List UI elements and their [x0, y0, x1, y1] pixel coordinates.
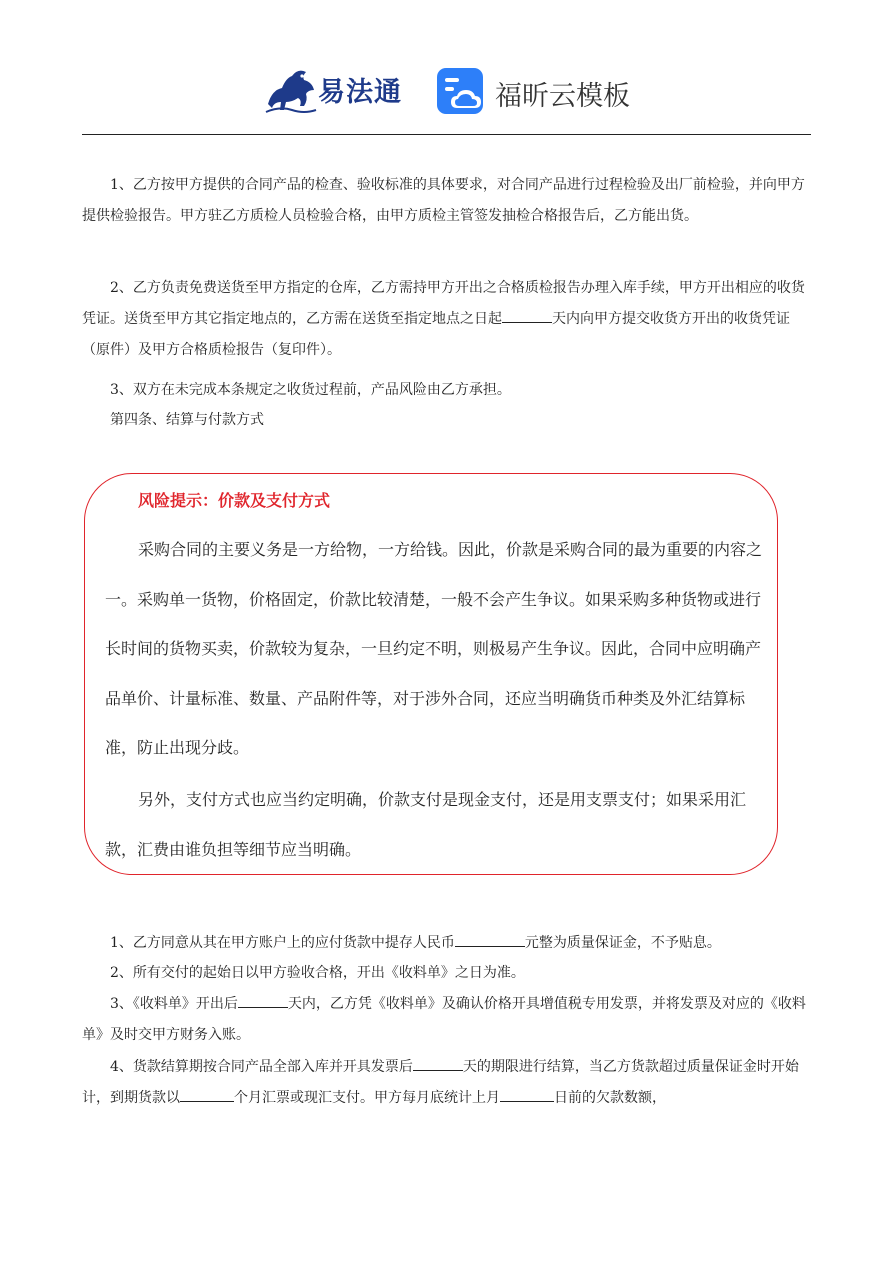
fuxin-logo	[435, 66, 635, 118]
clause-invoice-text-a: 3、《收料单》开出后	[110, 996, 238, 1012]
clause-settlement-text-a: 4、货款结算期按合同产品全部入库并开具发票后	[110, 1059, 413, 1075]
clause-deposit	[82, 928, 812, 959]
fuxin-cloud-icon	[435, 66, 487, 118]
clause-delivery	[82, 273, 812, 366]
header-divider	[82, 134, 811, 135]
yifatong-logo-text: 易法通	[318, 77, 402, 108]
blank-settlement-days-field[interactable]	[413, 1056, 463, 1071]
risk-notice-paragraph-2: 另外，支付方式也应当约定明确，价款支付是现金支付，还是用支票支付；如果采用汇款，汇费由谁负担等细节应当明确。	[105, 790, 747, 859]
article-heading: 第四条、结算与付款方式	[110, 412, 264, 428]
clause-risk: 3、双方在未完成本条规定之收货过程前，产品风险由乙方承担。	[110, 382, 511, 398]
fuxin-logo-text: 福昕云模板	[495, 81, 630, 112]
clause-start-date: 2、所有交付的起始日以甲方验收合格，开出《收料单》之日为准。	[110, 965, 525, 981]
blank-days-field[interactable]	[502, 308, 552, 323]
blank-months-field[interactable]	[180, 1087, 234, 1102]
clause-settlement-text-c: 个月汇票或现汇支付。甲方每月底统计上月	[234, 1090, 500, 1106]
page-header	[0, 0, 893, 136]
yifatong-logo	[262, 60, 412, 118]
qilin-icon	[262, 60, 320, 118]
risk-notice-paragraph-1: 采购合同的主要义务是一方给物，一方给钱。因此，价款是采购合同的最为重要的内容之一。采购单一货物，价格固定，价款比较清楚，一般不会产生争议。如果采购多种货物或进行长时间的货物买卖，价款较为复杂，一旦约定不明，则极易产生争议。因此，合同中应明确产品单价、计量标准、数量、产品附件等，对于涉外合同，还应当明确货币种类及外汇结算标准，防止出现分歧。	[105, 540, 763, 757]
clause-delivery-text-a: 2、乙方负责免费送货至甲方指定的仓库，乙方需持甲方开出之合格质检报告办理入库手续，甲方开出相应的收货凭证。送货至甲方其它指定地点的，乙方需在送货至指定地点之日起	[82, 280, 805, 327]
clause-inspection: 1、乙方按甲方提供的合同产品的检查、验收标准的具体要求，对合同产品进行过程检验及出厂前检验，并向甲方提供检验报告。甲方驻乙方质检人员检验合格，由甲方质检主管签发抽检合格报告后，乙方能出货。	[82, 177, 805, 224]
blank-invoice-days-field[interactable]	[238, 993, 288, 1008]
clause-settlement-text-d: 日前的欠款数额，	[554, 1090, 666, 1106]
risk-notice-title: 风险提示：价款及支付方式	[138, 491, 331, 510]
blank-cutoff-day-field[interactable]	[500, 1087, 554, 1102]
clause-settlement-text-b: 天的期限进行结算，当乙方货款超过质量保证金时开始计，到期货款以	[82, 1059, 799, 1106]
clause-delivery-text-b: 天内向甲方提交收货方开出的收货凭证（原件）及甲方合格质检报告（复印件）。	[82, 311, 790, 358]
clause-invoice-text-b: 天内，乙方凭《收料单》及确认价格开具增值税专用发票，并将发票及对应的《收料单》及时交甲方财务入账。	[82, 996, 806, 1043]
clause-deposit-text-a: 1、乙方同意从其在甲方账户上的应付货款中提存人民币	[110, 935, 455, 951]
clause-settlement	[82, 1052, 812, 1114]
clause-deposit-text-b: 元整为质量保证金，不予贴息。	[524, 935, 721, 951]
clause-invoice	[82, 989, 812, 1051]
blank-deposit-amount-field[interactable]	[455, 932, 525, 947]
